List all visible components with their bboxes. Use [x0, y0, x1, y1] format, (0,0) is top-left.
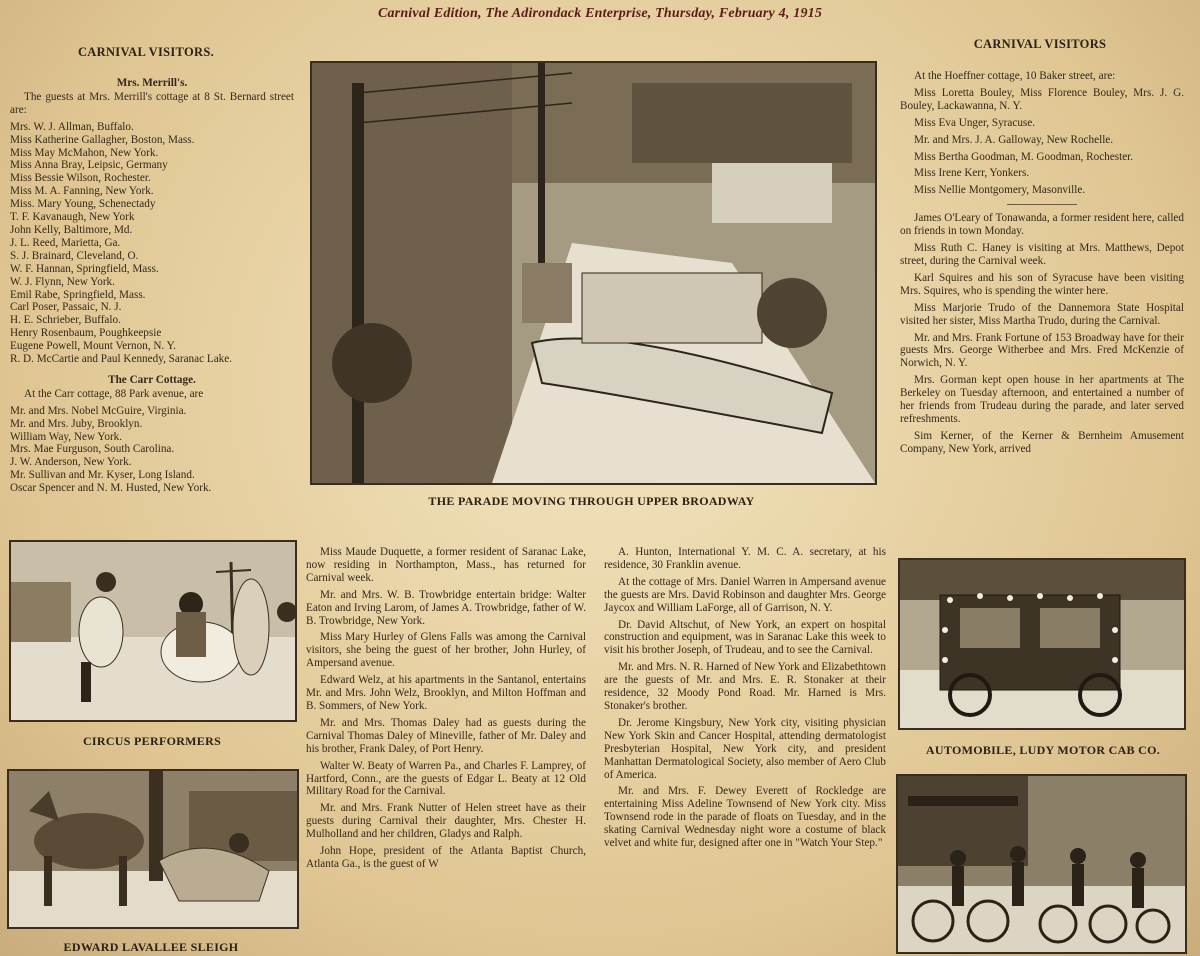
news-paragraph: Mr. and Mrs. Frank Nutter of Helen street have as their guests during Carnival their daughter, Mrs. Chester H. Mulholland and her children, Gladys and Ralph. [306, 802, 586, 841]
guest-entry: John Kelly, Baltimore, Md. [10, 223, 133, 236]
guest-entry: Mrs. W. J. Allman, Buffalo. [10, 120, 134, 133]
center-column-1 [306, 546, 586, 875]
guest-entry: William Way, New York. [10, 430, 123, 443]
news-paragraph: Miss Mary Hurley of Glens Falls was among the Carnival visitors, she being the guest of her brother, John Hurley, of Ampersand avenue. [306, 631, 586, 670]
guest-entry: Miss Anna Bray, Leipsic, Germany [10, 159, 168, 172]
right-section-title: CARNIVAL VISITORS [973, 37, 1107, 51]
caption-automobile: AUTOMOBILE, LUDY MOTOR CAB CO. [925, 743, 1161, 757]
carr-intro: At the Carr cottage, 88 Park avenue, are [24, 387, 204, 400]
news-paragraph: A. Hunton, International Y. M. C. A. secretary, at his residence, 30 Franklin avenue. [604, 546, 886, 571]
left-column-text [10, 73, 294, 495]
guest-entry: R. D. McCartie and Paul Kennedy, Saranac Lake. [10, 353, 233, 366]
guest-entry: Miss May McMahon, New York. [10, 146, 159, 159]
guest-entry: Mr. and Mrs. Nobel McGuire, Virginia. [10, 404, 187, 417]
caption-sleigh: EDWARD LAVALLEE SLEIGH [63, 940, 239, 954]
guest-entry: Mr. and Mrs. J. A. Galloway, New Rochelle. [914, 133, 1114, 146]
guest-entry: Miss Irene Kerr, Yonkers. [914, 167, 1030, 180]
news-paragraph: Mr. and Mrs. N. R. Harned of New York and Elizabethtown are the guests of Mr. and Mrs. E. R. Stonaker at their residence, 32 Moody Pond Road. Mr. Harned is Mrs. Stonaker's brother. [604, 661, 886, 712]
news-paragraph: Edward Welz, at his apartments in the Santanol, entertains Mr. and Mrs. John Welz, Brooklyn, and Milton Hoffman and B. Sommers, of New York. [306, 674, 586, 712]
news-paragraph: James O'Leary of Tonawanda, a former resident here, called on friends in town Monday. [900, 212, 1184, 238]
news-paragraph: Miss Marjorie Trudo of the Dannemora State Hospital visited her sister, Miss Martha Trudo, during the Carnival. [900, 301, 1184, 327]
merrill-guest-list [10, 121, 294, 366]
sleigh-photo [7, 769, 299, 929]
news-paragraph: Mr. and Mrs. Frank Fortune of 153 Broadway have for their guests Mrs. George Witherbee and Mrs. Fred McKenzie of Norwich, N. Y. [900, 331, 1184, 370]
guest-entry: T. F. Kavanaugh, New York [10, 211, 135, 224]
news-paragraph: Dr. Jerome Kingsbury, New York city, visiting physician New York Skin and Cancer Hospital, attending dermatologist Presbyterian Hospital, New York city, and president Manhattan Dermatological Society, also member of Aero Club of America. [604, 716, 886, 781]
guest-entry: Miss Loretta Bouley, Miss Florence Bouley, Mrs. J. G. Bouley, Lackawanna, N. Y. [900, 86, 1184, 112]
caption-parade: THE PARADE MOVING THROUGH UPPER BROADWAY [428, 494, 755, 508]
guest-entry: W. J. Flynn, New York. [10, 275, 115, 288]
parade-photo [310, 61, 877, 485]
guest-entry: Miss Eva Unger, Syracuse. [914, 116, 1036, 129]
guest-entry: Miss Katherine Gallagher, Boston, Mass. [10, 133, 195, 146]
news-paragraph: Karl Squires and his son of Syracuse have been visiting Mrs. Squires, who is spending the winter here. [900, 271, 1184, 297]
guest-entry: Miss M. A. Fanning, New York. [10, 185, 154, 198]
guest-entry: Mr. Sullivan and Mr. Kyser, Long Island. [10, 469, 195, 482]
news-paragraph: Miss Ruth C. Haney is visiting at Mrs. Matthews, Depot street, during the Carnival week. [900, 242, 1184, 267]
right-news-items [900, 212, 1184, 455]
center-column-2 [604, 546, 886, 854]
guest-entry: S. J. Brainard, Cleveland, O. [10, 249, 139, 262]
guest-entry: J. W. Anderson, New York. [10, 456, 132, 469]
guest-entry: Miss Bessie Wilson, Rochester. [10, 172, 151, 185]
news-paragraph: Mrs. Gorman kept open house in her apartments at The Berkeley on Tuesday afternoon, and entertained a number of her friends from Trudeau during the parade, and later served refreshments. [900, 374, 1184, 425]
news-paragraph: At the cottage of Mrs. Daniel Warren in Ampersand avenue the guests are Mrs. David Robinson and daughter Mrs. George Jaycox and William LaForge, all of Garrison, N. Y. [604, 575, 886, 614]
automobile-photo [898, 558, 1186, 730]
guest-entry: Mr. and Mrs. Juby, Brooklyn. [10, 417, 143, 430]
news-paragraph: Mr. and Mrs. F. Dewey Everett of Rockledge are entertaining Miss Adeline Townsend of New York city. Miss Townsend rode in the parade of floats on Tuesday, and in the skating Carnival Wednesday night wore a costume of black velvet and white fur, designed after one in "Watch Your Step." [604, 785, 886, 850]
carr-heading: The Carr Cottage. [108, 373, 196, 386]
guest-entry: W. F. Hannan, Springfield, Mass. [10, 262, 159, 275]
guest-entry: Mrs. Mae Furguson, South Carolina. [10, 443, 175, 456]
guest-entry: Emil Rabe, Springfield, Mass. [10, 288, 146, 301]
merrill-intro: The guests at Mrs. Merrill's cottage at 8 St. Bernard street are: [10, 90, 294, 116]
guest-entry: H. E. Schrieber, Buffalo. [10, 314, 121, 327]
guest-entry: J. L. Reed, Marietta, Ga. [10, 236, 121, 249]
hoeffner-intro: At the Hoeffner cottage, 10 Baker street, are: [914, 70, 1116, 82]
masthead: Carnival Edition, The Adirondack Enterprise, Thursday, February 4, 1915 [377, 6, 823, 21]
cyclists-photo [896, 774, 1187, 954]
news-paragraph: Miss Maude Duquette, a former resident of Saranac Lake, now residing in Northampton, Mass., has returned for Carnival week. [306, 546, 586, 584]
left-section-title: CARNIVAL VISITORS. [77, 45, 214, 59]
news-paragraph: John Hope, president of the Atlanta Baptist Church, Atlanta Ga., is the guest of W [306, 845, 586, 870]
hoeffner-guest-list [900, 87, 1184, 197]
news-paragraph: Mr. and Mrs. Thomas Daley had as guests during the Carnival Thomas Daley of Mineville, father of Mr. Daley and his brother, Frank Daley, of Port Henry. [306, 716, 586, 755]
guest-entry: Miss Nellie Montgomery, Masonville. [914, 184, 1086, 197]
carr-guest-list [10, 405, 294, 495]
news-paragraph: Walter W. Beaty of Warren Pa., and Charles F. Lamprey, of Hartford, Conn., are the guests of Edgar L. Beaty at 12 Old Military Road for the Carnival. [306, 759, 586, 798]
guest-entry: Miss. Mary Young, Schenectady [10, 198, 156, 211]
merrill-heading: Mrs. Merrill's. [116, 77, 188, 89]
guest-entry: Henry Rosenbaum, Poughkeepsie [10, 327, 162, 340]
guest-entry: Carl Poser, Passaic, N. J. [10, 301, 122, 314]
circus-performers-photo [9, 540, 297, 722]
news-paragraph: Dr. David Altschut, of New York, an expert on hospital construction and equipment, was in Saranac Lake this week to visit his brother Joseph, of Trudeau, and to see the Carnival. [604, 618, 886, 657]
section-divider [1007, 204, 1077, 205]
caption-circus: CIRCUS PERFORMERS [82, 734, 222, 748]
guest-entry: Oscar Spencer and N. M. Husted, New York. [10, 482, 212, 495]
news-paragraph: Sim Kerner, of the Kerner & Bernheim Amusement Company, New York, arrived [900, 429, 1184, 455]
guest-entry: Eugene Powell, Mount Vernon, N. Y. [10, 340, 177, 353]
guest-entry: Miss Bertha Goodman, M. Goodman, Rochester. [914, 150, 1134, 163]
right-column-text [900, 70, 1184, 460]
news-paragraph: Mr. and Mrs. W. B. Trowbridge entertain bridge: Walter Eaton and Irving Larom, of James A. Trowbridge, father of W. B. Trowbridge, New York. [306, 588, 586, 627]
